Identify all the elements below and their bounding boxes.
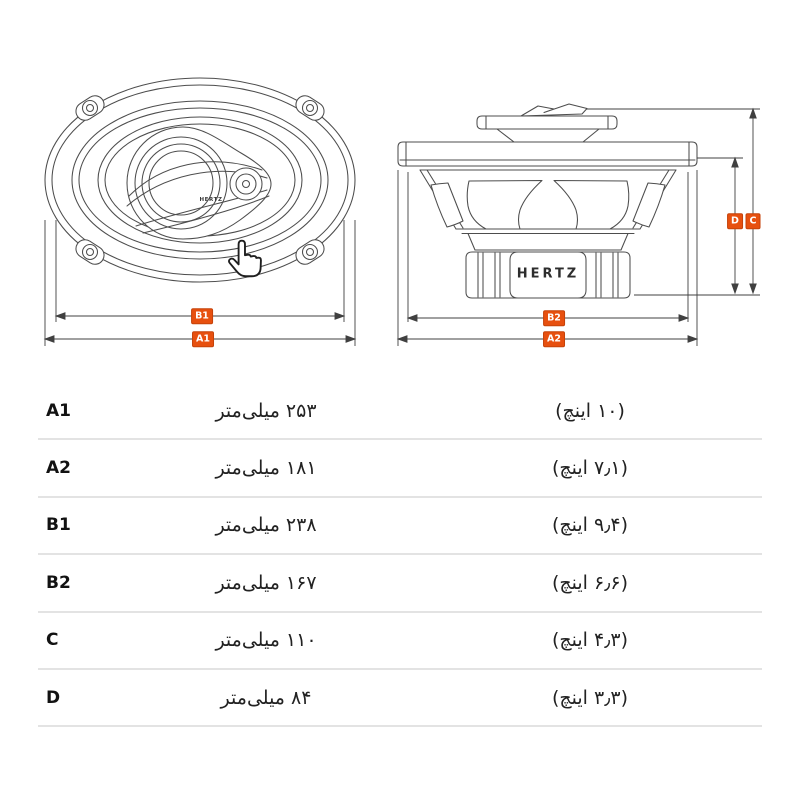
row-inch-value: (۶٫۶ اینچ) — [551, 571, 629, 594]
table-row — [38, 613, 762, 670]
row-mm-value: ۱۶۷ میلی‌متر — [215, 571, 317, 594]
row-mm-value: ۱۸۱ میلی‌متر — [215, 457, 317, 480]
row-mm-value: ۲۵۳ میلی‌متر — [215, 399, 317, 422]
row-mm-value: ۲۳۸ میلی‌متر — [215, 514, 317, 537]
hertz-logo-front-view: HERTZ — [199, 197, 223, 203]
dimension-tag-b2: B2 — [543, 310, 565, 326]
row-inch-value: (۷٫۱ اینچ) — [551, 457, 629, 480]
table-row — [38, 670, 762, 727]
row-inch-value: (۱۰ اینچ) — [555, 399, 625, 422]
row-dimension-letter: B2 — [46, 572, 71, 593]
row-dimension-letter: D — [46, 687, 61, 708]
dimension-tag-a1: A1 — [192, 331, 214, 347]
row-inch-value: (۹٫۴ اینچ) — [551, 514, 629, 537]
hertz-logo-side-view: HERTZ — [516, 266, 580, 282]
table-row — [38, 383, 762, 440]
dimension-tag-d: D — [727, 213, 743, 229]
row-inch-value: (۴٫۳ اینچ) — [551, 629, 629, 652]
table-row — [38, 555, 762, 612]
technical-drawing-svg — [0, 0, 800, 370]
hand-cursor-icon — [229, 241, 261, 277]
row-inch-value: (۳٫۳ اینچ) — [551, 686, 629, 709]
row-dimension-letter: A2 — [46, 458, 71, 479]
dimension-tag-a2: A2 — [543, 331, 565, 347]
dimension-tag-c: C — [746, 213, 761, 229]
row-dimension-letter: B1 — [46, 515, 71, 536]
row-mm-value: ۱۱۰ میلی‌متر — [215, 629, 317, 652]
row-dimension-letter: C — [46, 630, 59, 651]
dimension-tag-b1: B1 — [191, 308, 213, 324]
speaker-front-view-drawing — [45, 78, 355, 282]
speaker-dimension-diagram[interactable] — [0, 0, 800, 370]
row-dimension-letter: A1 — [46, 400, 71, 421]
dimension-spec-table — [38, 383, 762, 727]
dimension-lines-front — [45, 220, 355, 346]
row-mm-value: ۸۴ میلی‌متر — [220, 686, 312, 709]
table-row — [38, 440, 762, 497]
table-row — [38, 498, 762, 555]
